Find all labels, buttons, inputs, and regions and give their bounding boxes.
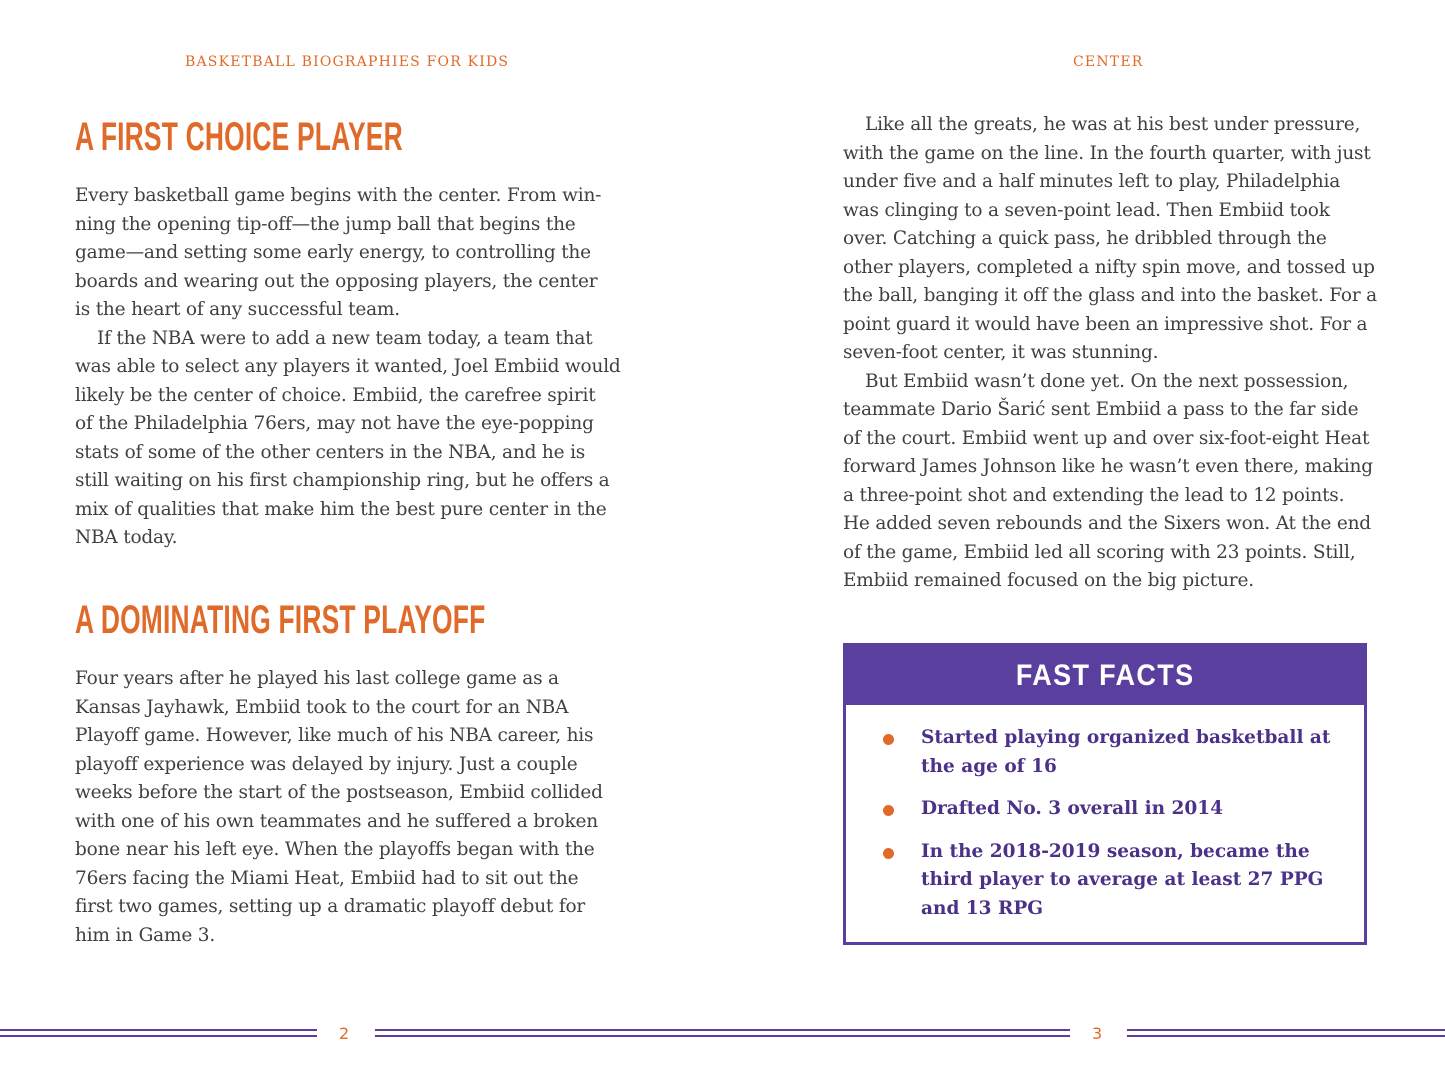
text-line: Embiid remained focused on the big picture. [843, 570, 1254, 591]
text-line: Every basketball game begins with the center. From win- [75, 185, 602, 206]
text-line: still waiting on his first championship ring, but he offers a [75, 470, 610, 491]
text-line: Playoff game. However, like much of his NBA career, his [75, 725, 594, 746]
text-line: seven-foot center, it was stunning. [843, 342, 1159, 363]
fast-facts-title: FAST FACTS [1015, 658, 1195, 692]
fast-fact-item [846, 795, 1330, 824]
text-line: first two games, setting up a dramatic playoff debut for [75, 896, 586, 917]
heading-first-choice-player: A FIRST CHOICE PLAYER [75, 115, 403, 159]
footer-rule-right [1127, 1029, 1445, 1038]
text-line: under five and a half minutes left to play, Philadelphia [843, 171, 1341, 192]
bullet-icon [883, 734, 894, 745]
fast-fact-line: In the 2018-2019 season, became the [921, 840, 1310, 862]
fast-fact-line: the age of 16 [921, 755, 1057, 777]
fast-facts-box [843, 643, 1367, 945]
text-line: was clinging to a seven-point lead. Then Embiid took [843, 199, 1330, 221]
fast-fact-item [846, 724, 1330, 781]
text-line: teammate Dario Šarić sent Embiid a pass to the far side [843, 399, 1359, 420]
text-line: Kansas Jayhawk, Embiid took to the court for an NBA [75, 696, 569, 718]
text-line: a three-point shot and extending the lead to 12 points. [843, 484, 1345, 506]
heading-dominating-first-playoff: A DOMINATING FIRST PLAYOFF [75, 598, 486, 642]
text-line: other players, completed a nifty spin move, and tossed up [843, 256, 1375, 278]
text-line: But Embiid wasn’t done yet. On the next possession, [865, 370, 1349, 392]
footer-rule-middle [375, 1029, 1070, 1038]
fast-facts-list [846, 724, 1330, 937]
fast-fact-line: and 13 RPG [921, 897, 1044, 919]
text-line: with the game on the line. In the fourth quarter, with just [843, 142, 1371, 164]
text-line: him in Game 3. [75, 924, 215, 946]
page-number-left: 2 [339, 1024, 350, 1043]
text-line: playoff experience was delayed by injury. Just a couple [75, 753, 578, 775]
text-line: of the game, Embiid led all scoring with 23 points. Still, [843, 541, 1356, 563]
section-continued-text [843, 111, 1377, 596]
text-line: If the NBA were to add a new team today, a team that [97, 327, 593, 349]
text-line: Like all the greats, he was at his best under pressure, [865, 114, 1361, 135]
text-line: game—and setting some early energy, to controlling the [75, 242, 591, 263]
fast-facts-header [846, 646, 1364, 705]
text-line: is the heart of any successful team. [75, 299, 400, 320]
fast-fact-item [846, 838, 1330, 924]
text-line: point guard it would have been an impressive shot. For a [843, 313, 1368, 335]
text-line: ning the opening tip-off—the jump ball that begins the [75, 213, 576, 235]
text-line: was able to select any players it wanted, Joel Embiid would [75, 356, 621, 377]
text-line: of the court. Embiid went up and over six-foot-eight Heat [843, 427, 1370, 449]
fast-fact-line: Drafted No. 3 overall in 2014 [921, 798, 1224, 819]
fast-fact-line: third player to average at least 27 PPG [921, 869, 1324, 890]
right-page [722, 0, 1445, 1084]
footer-rule-left [0, 1029, 317, 1038]
text-line: NBA today. [75, 527, 178, 548]
text-line: likely be the center of choice. Embiid, the carefree spirit [75, 384, 596, 406]
section-first-choice-text [75, 182, 621, 553]
bullet-icon [883, 805, 894, 816]
text-line: He added seven rebounds and the Sixers won. At the end [843, 513, 1371, 534]
fast-fact-line: Started playing organized basketball at [921, 727, 1331, 748]
text-line: bone near his left eye. When the playoffs began with the [75, 839, 595, 860]
text-line: of the Philadelphia 76ers, may not have the eye-popping [75, 413, 594, 434]
text-line: weeks before the start of the postseason, Embiid collided [75, 782, 603, 803]
left-page [0, 0, 722, 1084]
running-head-left: BASKETBALL BIOGRAPHIES FOR KIDS [185, 54, 510, 70]
text-line: with one of his own teammates and he suffered a broken [75, 810, 598, 832]
text-line: forward James Johnson like he wasn’t even there, making [843, 456, 1373, 477]
section-first-playoff-text [75, 665, 605, 950]
text-line: stats of some of the other centers in the NBA, and he is [75, 441, 586, 463]
text-line: the ball, banging it off the glass and into the basket. For a [843, 285, 1377, 306]
text-line: Four years after he played his last college game as a [75, 668, 559, 689]
text-line: over. Catching a quick pass, he dribbled through the [843, 228, 1327, 249]
text-line: boards and wearing out the opposing players, the center [75, 270, 598, 292]
bullet-icon [883, 848, 894, 859]
page-number-right: 3 [1092, 1024, 1103, 1043]
running-head-right: CENTER [1073, 54, 1144, 70]
text-line: mix of qualities that make him the best pure center in the [75, 498, 607, 520]
text-line: 76ers facing the Miami Heat, Embiid had to sit out the [75, 867, 579, 889]
